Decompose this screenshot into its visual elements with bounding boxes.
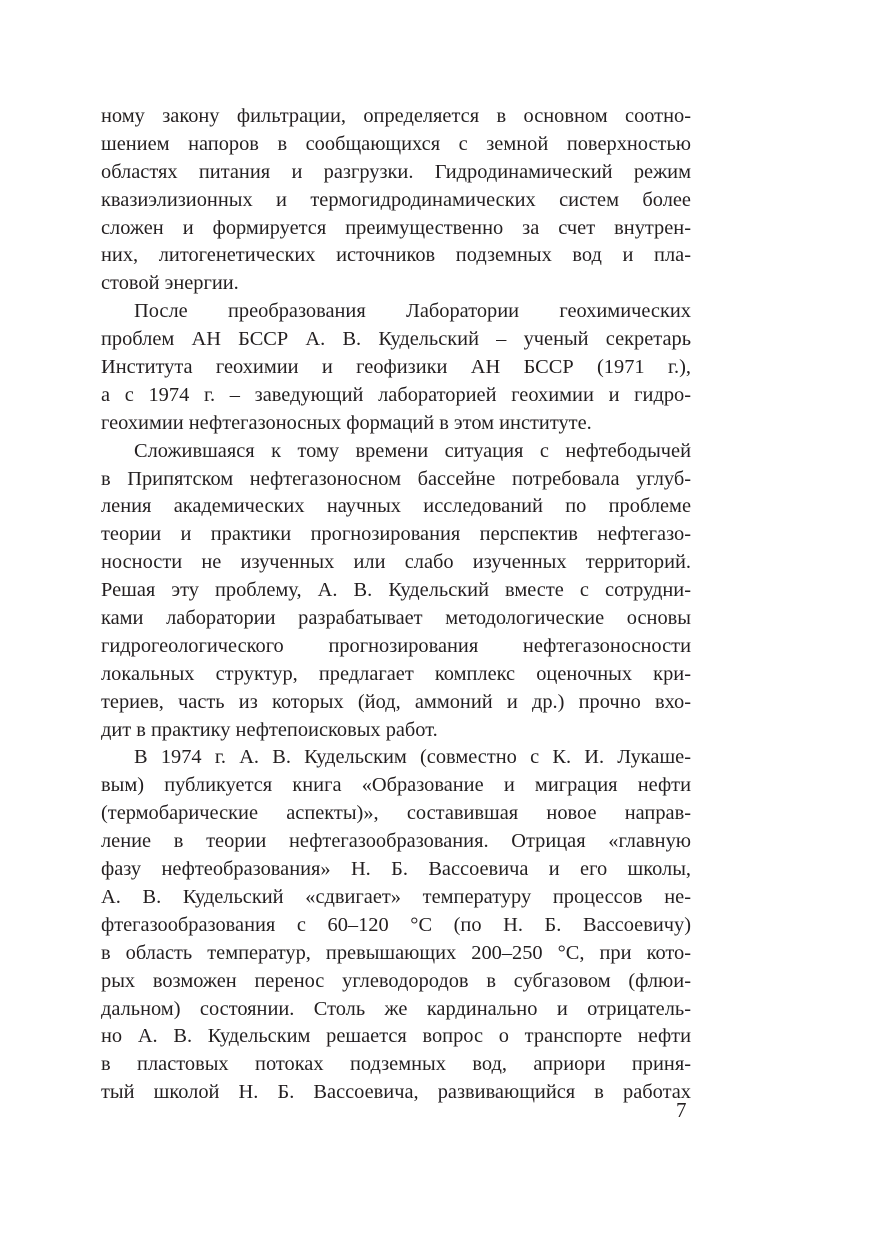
text-line: дит в практику нефтепоисковых работ. [101,718,438,741]
paragraph-4 [101,744,691,1107]
text-line: фазу нефтеобразования» Н. Б. Вассоевича и его школы, [101,858,691,881]
text-line: гидрогеологического прогнозирования нефтегазоносности [101,634,691,657]
text-line: ления академических научных исследований по проблеме [101,495,691,518]
text-line: ному закону фильтрации, определяется в основном соотно- [101,105,691,127]
text-line: геохимии нефтегазоносных формаций в этом институте. [101,411,592,434]
text-line: в Припятском нефтегазоносном бассейне потребовала углуб- [101,467,691,490]
text-line: шением напоров в сообщающихся с земной поверхностью [101,132,691,155]
text-line: ление в теории нефтегазообразования. Отрицая «главную [101,830,691,853]
text-line: областях питания и разгрузки. Гидродинамический режим [101,160,691,183]
text-line: ками лаборатории разрабатывает методологические основы [101,607,691,630]
text-line: вым) публикуется книга «Образование и миграция нефти [101,774,691,797]
text-line: Института геохимии и геофизики АН БССР (1971 г.), [101,356,691,379]
text-line: в пластовых потоках подземных вод, априори приня- [101,1053,691,1076]
text-line: (термобарические аспекты)», составившая новое направ- [101,802,691,825]
paragraph-2 [101,298,691,437]
text-line: А. В. Кудельский «сдвигает» температуру процессов не- [101,885,691,908]
text-line: стовой энергии. [101,272,239,295]
text-line: фтегазообразования с 60–120 °С (по Н. Б. Вассоевичу) [101,913,691,936]
text-line: В 1974 г. А. В. Кудельским (совместно с К. И. Лукаше- [134,746,691,769]
page-number: 7 [676,1098,687,1122]
body-text [101,103,691,1107]
text-line: а с 1974 г. – заведующий лабораторией геохимии и гидро- [101,383,691,406]
text-line: квазиэлизионных и термогидродинамических систем более [101,188,691,211]
text-line: сложен и формируется преимущественно за счет внутрен- [101,216,691,239]
text-line: них, литогенетических источников подземных вод и пла- [101,244,691,267]
text-line: проблем АН БССР А. В. Кудельский – ученый секретарь [101,328,691,351]
text-line: рых возможен перенос углеводородов в субгазовом (флюи- [101,969,691,992]
text-line: но А. В. Кудельским решается вопрос о транспорте нефти [101,1025,691,1048]
text-line: Сложившаяся к тому времени ситуация с нефтебодычей [134,439,691,462]
text-line: тый школой Н. Б. Вассоевича, развивающийся в работах [101,1081,691,1104]
paragraph-3 [101,438,691,745]
paragraph-1 [101,103,691,298]
text-line: дальном) состоянии. Столь же кардинально и отрицатель- [101,997,691,1020]
text-line: После преобразования Лаборатории геохимических [134,300,691,323]
text-line: териев, часть из которых (йод, аммоний и др.) прочно вхо- [101,690,691,713]
text-line: в область температур, превышающих 200–250 °С, при кото- [101,941,691,964]
text-line: Решая эту проблему, А. В. Кудельский вместе с сотрудни- [101,579,691,602]
text-line: теории и практики прогнозирования перспектив нефтегазо- [101,523,691,546]
text-line: носности не изученных или слабо изученных территорий. [101,551,691,574]
text-line: локальных структур, предлагает комплекс оценочных кри- [101,662,691,685]
